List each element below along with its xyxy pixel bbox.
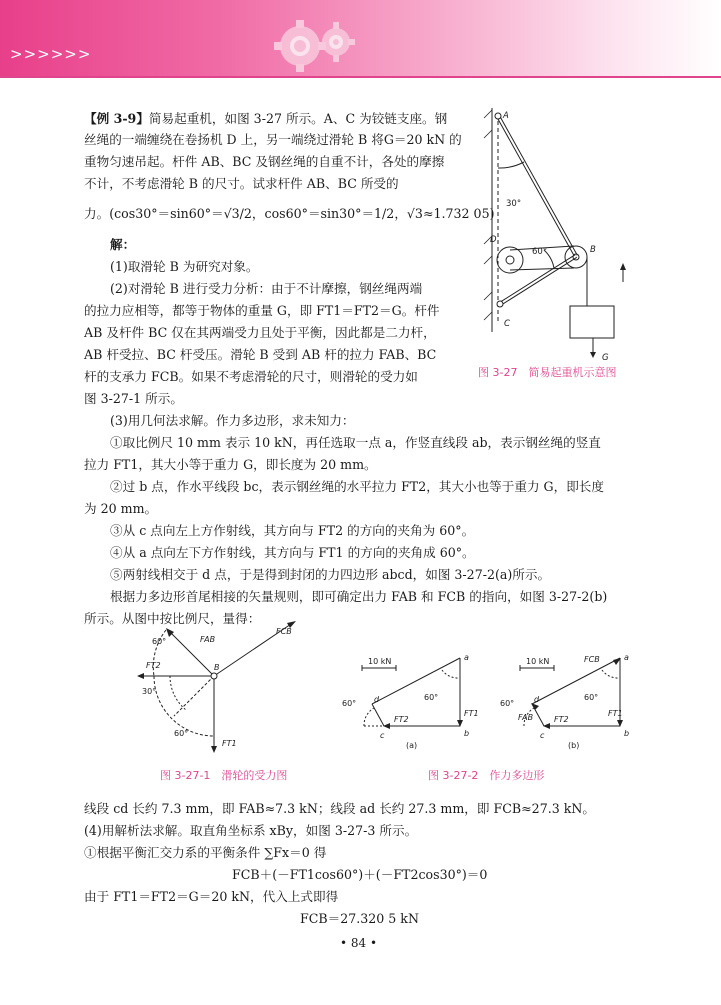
angle-label: 60° — [584, 693, 599, 702]
solution-line: ①取比例尺 10 mm 表示 10 kN，再任选取一点 a，作竖直线段 ab，表示钢丝绳的竖直 — [110, 435, 601, 450]
force-polygon-diagram — [332, 650, 632, 752]
solution-line: 杆的支承力 FCB。如果不考虑滑轮的尺寸，则滑轮的受力如 — [84, 369, 418, 384]
solution-label: 解： — [110, 237, 136, 252]
result-line: 线段 cd 长约 7.3 mm，即 FAB≈7.3 kN；线段 ad 长约 27.3 mm，即 FCB≈27.3 kN。 — [84, 801, 595, 816]
scale-label: 10 kN — [526, 657, 550, 666]
force-ft2-label: FT2 — [146, 661, 161, 670]
page-number: • 84 • — [340, 936, 378, 950]
figure-caption: 图 3-27 简易起重机示意图 — [478, 366, 617, 379]
solution-line: AB 及杆件 BC 仅在其两端受力且处于平衡，因此都是二力杆， — [84, 325, 436, 340]
example-line-3: 重物匀速吊起。杆件 AB、BC 及钢丝绳的自重不计，各处的摩擦 — [84, 154, 445, 169]
scale-label: 10 kN — [368, 657, 392, 666]
solution-line: ④从 a 点向左下方作射线，其方向与 FT1 的方向的夹角成 60°。 — [110, 545, 475, 560]
solution-line: ⑤两射线相交于 d 点，于是得到封闭的力四边形 abcd，如图 3-27-2(a)所示。 — [110, 567, 551, 582]
point-d-label: d — [534, 695, 540, 704]
solution-line: (2)对滑轮 B 进行受力分析：由于不计摩擦，钢丝绳两端 — [110, 281, 423, 296]
example-line-4: 不计，不考虑滑轮 B 的尺寸。试求杆件 AB、BC 所受的 — [84, 176, 399, 191]
force-fcb-label: FCB — [276, 627, 292, 636]
point-a-label: A — [503, 111, 509, 121]
solution-line: (3)用几何法求解。作力多边形，求未知力： — [110, 413, 355, 428]
angle-60-label: 60° — [532, 247, 548, 257]
force-fab-label: FAB — [518, 713, 534, 722]
result-line: 由于 FT1＝FT2＝G＝20 kN，代入上式即得 — [84, 889, 339, 904]
angle-30-label: 30° — [506, 199, 522, 209]
header-divider — [0, 76, 721, 78]
point-b-label: b — [464, 729, 470, 738]
solution-line: (1)取滑轮 B 为研究对象。 — [110, 259, 259, 274]
solution-line: 为 20 mm。 — [84, 501, 158, 516]
angle-label: 60° — [342, 699, 357, 708]
point-a-label: a — [464, 653, 469, 662]
solution-line: AB 杆受拉、BC 杆受压。滑轮 B 受到 AB 杆的拉力 FAB、BC — [84, 347, 437, 362]
example-label: 【例 3-9】 — [84, 111, 149, 126]
pulley-force-diagram — [134, 610, 300, 758]
solution-line: 的拉力应相等，都等于物体的重量 G，即 FT1＝FT2＝G。杆件 — [84, 303, 440, 318]
point-b-label: B — [590, 245, 596, 255]
angle-label: 60° — [152, 637, 167, 646]
solution-line: 拉力 FT1，其大小等于重力 G，即长度为 20 mm。 — [84, 457, 377, 472]
force-ft2-label: FT2 — [554, 715, 569, 724]
crane-diagram — [478, 104, 628, 360]
gear-decoration-icon — [268, 14, 368, 76]
header-chevrons: >>>>>> — [10, 45, 92, 63]
example-line-1: 【例 3-9】简易起重机，如图 3-27 所示。A、C 为铰链支座。钢 — [84, 111, 448, 126]
angle-label: 60° — [424, 693, 439, 702]
point-d-label: d — [374, 695, 380, 704]
angle-label: 30° — [142, 687, 157, 696]
example-line-2: 丝绳的一端缠绕在卷扬机 D 上，另一端绕过滑轮 B 将G＝20 kN 的 — [84, 132, 462, 147]
point-c-label: c — [540, 731, 545, 740]
force-ft2-label: FT2 — [394, 715, 409, 724]
point-c-label: C — [504, 319, 510, 329]
figure-caption: 图 3-27-2 作力多边形 — [428, 769, 545, 782]
subfigure-b-label: (b) — [568, 741, 580, 750]
point-b-label: b — [624, 729, 630, 738]
angle-label: 60° — [500, 699, 515, 708]
pulley-b-label: B — [214, 663, 220, 672]
point-d-label: D — [490, 235, 497, 245]
point-c-label: c — [380, 731, 385, 740]
point-a-label: a — [624, 653, 629, 662]
force-ft1-label: FT1 — [608, 709, 623, 718]
result-line: (4)用解析法求解。取直角坐标系 xBy，如图 3-27-3 所示。 — [84, 823, 418, 838]
equation-line: FCB＋(－FT1cos60°)＋(－FT2cos30°)＝0 — [232, 867, 488, 882]
force-ft1-label: FT1 — [464, 709, 479, 718]
angle-label: 60° — [174, 729, 189, 738]
solution-line: 所示。从图中按比例尺，量得： — [84, 611, 261, 626]
force-fab-label: FAB — [200, 635, 216, 644]
weight-g-label: G — [602, 353, 609, 360]
solution-line: 根据力多边形首尾相接的矢量规则，即可确定出力 FAB 和 FCB 的指向，如图 3-27-2(b) — [110, 589, 608, 604]
result-line: ①根据平衡汇交力系的平衡条件 ∑Fx＝0 得 — [84, 845, 327, 860]
solution-line: ③从 c 点向左上方作射线，其方向与 FT2 的方向的夹角为 60°。 — [110, 523, 475, 538]
subfigure-a-label: (a) — [406, 741, 418, 750]
equation-line: FCB＝27.320 5 kN — [300, 911, 419, 926]
solution-line: 图 3-27-1 所示。 — [84, 391, 183, 406]
example-line-5: 力。(cos30°＝sin60°＝√3/2，cos60°＝sin30°＝1/2，√3≈1.732 05) — [84, 206, 495, 221]
force-ft1-label: FT1 — [222, 739, 237, 748]
solution-line: ②过 b 点，作水平线段 bc，表示钢丝绳的水平拉力 FT2，其大小也等于重力 G，即长度 — [110, 479, 604, 494]
figure-caption: 图 3-27-1 滑轮的受力图 — [160, 769, 288, 782]
force-fcb-label: FCB — [584, 655, 600, 664]
